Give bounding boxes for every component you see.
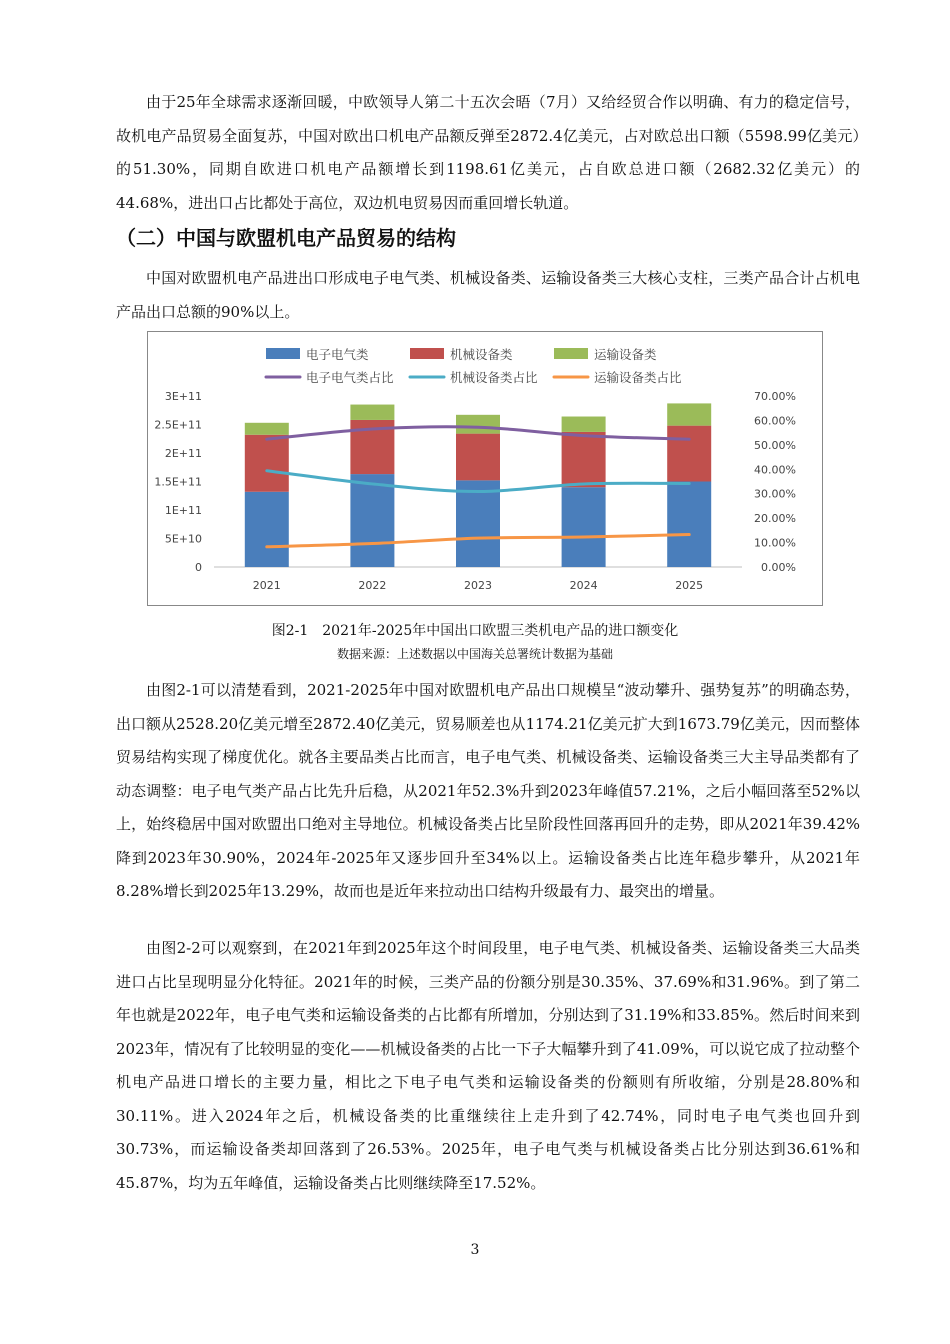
legend-swatch <box>266 348 300 359</box>
y-right-tick-label: 60.00% <box>754 414 796 428</box>
y-left-tick-label: 2.5E+11 <box>154 418 202 432</box>
legend-label: 机械设备类占比 <box>450 370 538 385</box>
bar-segment <box>350 405 394 420</box>
y-left-tick-label: 0 <box>195 561 202 574</box>
legend-label: 电子电气类 <box>306 347 369 362</box>
bar-segment <box>456 480 500 567</box>
y-left-tick-label: 5E+10 <box>164 532 202 546</box>
y-right-tick-label: 70.00% <box>754 390 796 403</box>
legend-label: 机械设备类 <box>450 347 513 362</box>
paragraph-intro: 由于25年全球需求逐渐回暖，中欧领导人第二十五次会晤（7月）又给经贸合作以明确、有力的稳定信号，故机电产品贸易全面复苏，中国对欧出口机电产品额反弹至2872.4亿美元，占对欧总出口额（5598.99亿美元）的51.30%，同期自欧进口机电产品额增长到1198.61亿美元，占自欧总进口额（2682.32亿美元）的44.68%，进出口占比都处于高位，双边机电贸易因而重回增长轨道。 <box>116 93 860 212</box>
section-heading: （二）中国与欧盟机电产品贸易的结构 <box>116 226 456 250</box>
y-right-tick-label: 40.00% <box>754 463 796 477</box>
legend-label: 运输设备类占比 <box>594 370 682 385</box>
bar-segment <box>350 474 394 567</box>
bar-segment <box>245 423 289 435</box>
y-left-tick-label: 2E+11 <box>164 447 202 460</box>
legend-swatch <box>554 348 588 359</box>
page-number: 3 <box>470 1242 480 1258</box>
x-tick-label: 2022 <box>358 579 387 592</box>
bar-segment <box>667 403 711 425</box>
y-left-tick-label: 1.5E+11 <box>154 475 202 489</box>
x-tick-label: 2023 <box>464 579 492 592</box>
paragraph-export-analysis: 由图2-1可以清楚看到，2021-2025年中国对欧盟机电产品出口规模呈“波动攀升、强势复苏”的明确态势，出口额从2528.20亿美元增至2872.40亿美元，贸易顺差也从1174.21亿美元扩大到1673.79亿美元，因而整体贸易结构实现了梯度优化。就各主要品类占比而言，电子电气类、机械设备类、运输设备类三大主导品类都有了动态调整：电子电气类产品占比先升后稳，从2021年52.3%升到2023年峰值57.21%，之后小幅回落至52%以上，始终稳居中国对欧盟出口绝对主导地位。机械设备类占比呈阶段性回落再回升的走势，即从2021年39.42%降到2023年30.90%，2024年-2025年又逐步回升至34%以上。运输设备类占比连年稳步攀升，从2021年8.28%增长到2025年13.29%，故而也是近年来拉动出口结构升级最有力、最突出的增量。 <box>116 681 860 900</box>
figure-caption: 图2-1 2021年-2025年中国出口欧盟三类机电产品的进口额变化 <box>271 623 679 639</box>
y-right-tick-label: 10.00% <box>754 536 796 550</box>
legend-label: 运输设备类 <box>594 347 657 362</box>
y-right-tick-label: 20.00% <box>754 512 796 526</box>
bar-segment <box>562 417 606 432</box>
legend-swatch <box>410 348 444 359</box>
bar-segment <box>456 434 500 481</box>
chart-svg <box>148 332 822 605</box>
bar-segment <box>456 415 500 434</box>
bar-segment <box>667 426 711 482</box>
y-right-tick-label: 50.00% <box>754 438 796 452</box>
paragraph-structure: 中国对欧盟机电产品进出口形成电子电气类、机械设备类、运输设备类三大核心支柱，三类产品合计占机电产品出口总额的90%以上。 <box>116 269 860 321</box>
bar-segment <box>562 487 606 567</box>
x-tick-label: 2021 <box>252 579 281 592</box>
x-tick-label: 2024 <box>569 579 598 592</box>
y-right-tick-label: 0.00% <box>761 561 796 574</box>
bar-segment <box>562 432 606 487</box>
y-left-tick-label: 3E+11 <box>164 390 202 403</box>
legend-label: 电子电气类占比 <box>306 370 394 385</box>
figure-source: 数据来源：上述数据以中国海关总署统计数据为基础 <box>336 647 613 661</box>
y-right-tick-label: 30.00% <box>754 487 796 501</box>
bar-segment <box>245 435 289 492</box>
bar-segment <box>667 482 711 568</box>
x-tick-label: 2025 <box>675 579 704 592</box>
bar-segment <box>245 492 289 567</box>
y-left-tick-label: 1E+11 <box>164 504 202 517</box>
chart-figure-2-1 <box>147 331 823 606</box>
paragraph-import-analysis: 由图2-2可以观察到，在2021年到2025年这个时间段里，电子电气类、机械设备类、运输设备类三大品类进口占比呈现明显分化特征。2021年的时候，三类产品的份额分别是30.35%、37.69%和31.96%。到了第二年也就是2022年，电子电气类和运输设备类的占比都有所增加，分别达到了31.19%和33.85%。然后时间来到2023年，情况有了比较明显的变化——机械设备类的占比一下子大幅攀升到了41.09%，可以说它成了拉动整个机电产品进口增长的主要力量，相比之下电子电气类和运输设备类的份额则有所收缩，分别是28.80%和30.11%。进入2024年之后，机械设备类的比重继续往上走升到了42.74%，同时电子电气类也回升到30.73%，而运输设备类却回落到了26.53%。2025年，电子电气类与机械设备类占比分别达到36.61%和45.87%，均为五年峰值，运输设备类占比则继续降至17.52%。 <box>116 939 860 1192</box>
